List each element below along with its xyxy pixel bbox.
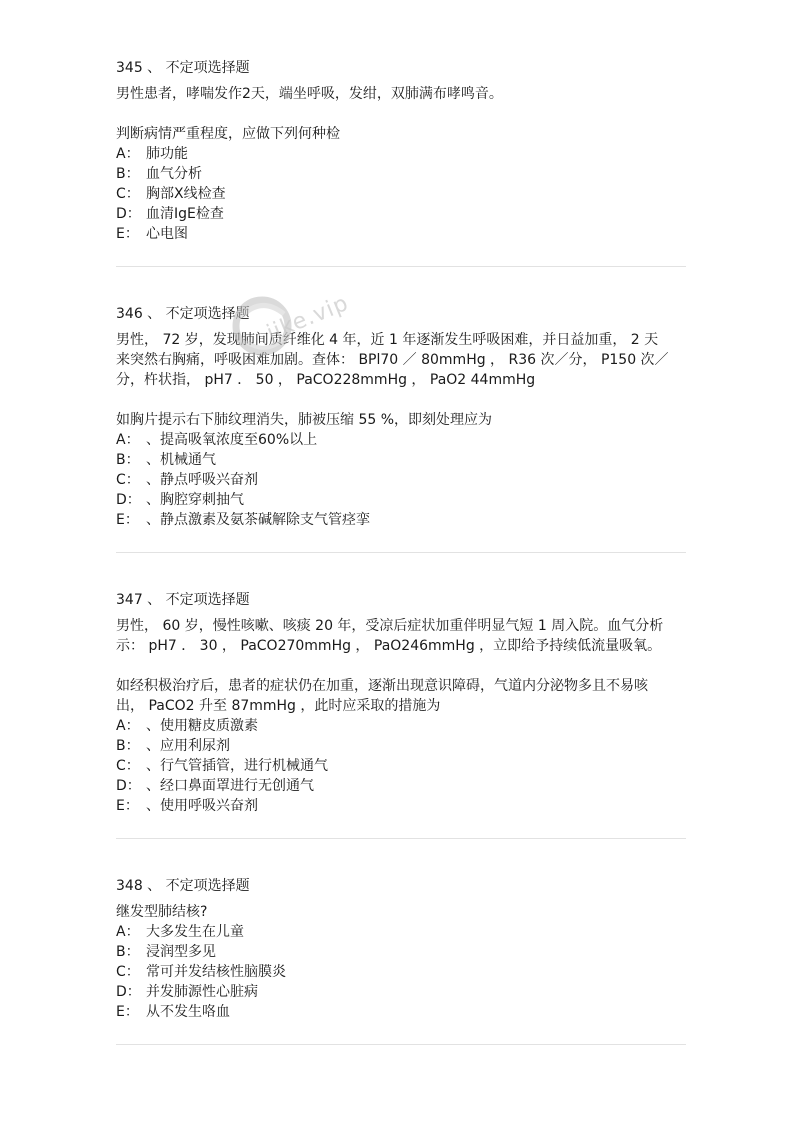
option-c[interactable] bbox=[116, 470, 686, 490]
option-c[interactable] bbox=[116, 756, 686, 776]
option-letter: A： bbox=[116, 432, 140, 448]
option-letter: C： bbox=[116, 758, 140, 774]
question-stem: 示： pH7 ． 30 ， PaCO270mmHg ， PaO246mmHg ，立即给予持续低流量吸氧。 bbox=[116, 638, 662, 654]
option-a[interactable] bbox=[116, 430, 686, 450]
option-text: 、应用利尿剂 bbox=[146, 738, 230, 754]
question-347 bbox=[116, 590, 686, 816]
option-b[interactable] bbox=[116, 942, 686, 962]
option-text: 肺功能 bbox=[146, 146, 188, 162]
question-346 bbox=[116, 304, 686, 530]
option-letter: C： bbox=[116, 472, 140, 488]
question-stem: 男性， 72 岁，发现肺间质纤维化 4 年，近 1 年逐渐发生呼吸困难，并日益加重， 2 天 bbox=[116, 332, 659, 348]
option-letter: D： bbox=[116, 984, 141, 1000]
option-text: 、使用糖皮质激素 bbox=[146, 718, 258, 734]
question-header: 347 、 不定项选择题 bbox=[116, 592, 250, 608]
option-letter: B： bbox=[116, 166, 140, 182]
question-divider bbox=[116, 552, 686, 553]
question-348 bbox=[116, 876, 686, 1022]
option-b[interactable] bbox=[116, 164, 686, 184]
option-text: 、经口鼻面罩进行无创通气 bbox=[146, 778, 314, 794]
option-letter: D： bbox=[116, 492, 141, 508]
option-e[interactable] bbox=[116, 1002, 686, 1022]
question-prompt: 如经积极治疗后，患者的症状仍在加重，逐渐出现意识障碍，气道内分泌物多且不易咳 bbox=[116, 678, 648, 694]
option-b[interactable] bbox=[116, 450, 686, 470]
question-header: 348 、 不定项选择题 bbox=[116, 878, 250, 894]
option-letter: A： bbox=[116, 924, 140, 940]
option-letter: C： bbox=[116, 186, 140, 202]
option-text: 常可并发结核性脑膜炎 bbox=[146, 964, 286, 980]
question-divider bbox=[116, 838, 686, 839]
option-letter: E： bbox=[116, 226, 139, 242]
spacer bbox=[116, 390, 686, 410]
option-d[interactable] bbox=[116, 982, 686, 1002]
question-header: 346 、 不定项选择题 bbox=[116, 306, 250, 322]
option-text: 、行气管插管，进行机械通气 bbox=[146, 758, 328, 774]
option-d[interactable] bbox=[116, 490, 686, 510]
option-letter: B： bbox=[116, 452, 140, 468]
option-c[interactable] bbox=[116, 962, 686, 982]
option-letter: A： bbox=[116, 718, 140, 734]
option-d[interactable] bbox=[116, 204, 686, 224]
option-e[interactable] bbox=[116, 796, 686, 816]
option-d[interactable] bbox=[116, 776, 686, 796]
spacer bbox=[116, 656, 686, 676]
option-text: 大多发生在儿童 bbox=[146, 924, 244, 940]
option-letter: D： bbox=[116, 778, 141, 794]
option-c[interactable] bbox=[116, 184, 686, 204]
option-text: 血清IgE检查 bbox=[146, 206, 224, 222]
option-letter: E： bbox=[116, 1004, 139, 1020]
option-letter: E： bbox=[116, 512, 139, 528]
option-letter: E： bbox=[116, 798, 139, 814]
option-text: 、使用呼吸兴奋剂 bbox=[146, 798, 258, 814]
option-letter: B： bbox=[116, 944, 140, 960]
question-345 bbox=[116, 58, 686, 244]
option-text: 、静点激素及氨茶碱解除支气管痉挛 bbox=[146, 512, 370, 528]
option-e[interactable] bbox=[116, 510, 686, 530]
option-a[interactable] bbox=[116, 922, 686, 942]
option-letter: B： bbox=[116, 738, 140, 754]
option-a[interactable] bbox=[116, 144, 686, 164]
question-stem: 男性患者，哮喘发作2天，端坐呼吸，发绀，双肺满布哮鸣音。 bbox=[116, 86, 503, 102]
question-stem: 来突然右胸痛，呼吸困难加剧。查体： BPl70 ／ 80mmHg ， R36 次／分， P150 次／ bbox=[116, 352, 669, 368]
question-stem: 男性， 60 岁，慢性咳嗽、咳痰 20 年，受凉后症状加重伴明显气短 1 周入院。血气分析 bbox=[116, 618, 664, 634]
question-list bbox=[116, 58, 686, 1045]
question-prompt: 如胸片提示右下肺纹理消失，肺被压缩 55 %，即刻处理应为 bbox=[116, 412, 493, 428]
option-text: 、机械通气 bbox=[146, 452, 216, 468]
option-letter: C： bbox=[116, 964, 140, 980]
option-text: 并发肺源性心脏病 bbox=[146, 984, 258, 1000]
option-letter: D： bbox=[116, 206, 141, 222]
option-e[interactable] bbox=[116, 224, 686, 244]
question-divider bbox=[116, 266, 686, 267]
question-header: 345 、 不定项选择题 bbox=[116, 60, 250, 76]
option-text: 心电图 bbox=[146, 226, 188, 242]
option-text: 胸部X线检查 bbox=[146, 186, 226, 202]
option-a[interactable] bbox=[116, 716, 686, 736]
option-text: 、提高吸氧浓度至60%以上 bbox=[146, 432, 318, 448]
option-text: 、胸腔穿刺抽气 bbox=[146, 492, 244, 508]
spacer bbox=[116, 104, 686, 124]
watermark-text: jike.vip bbox=[263, 290, 353, 347]
option-text: 浸润型多见 bbox=[146, 944, 216, 960]
question-stem: 分，杵状指， pH7 ． 50 ， PaCO228mmHg ， PaO2 44mmHg bbox=[116, 372, 536, 388]
question-stem: 继发型肺结核? bbox=[116, 904, 208, 920]
option-text: 从不发生咯血 bbox=[146, 1004, 230, 1020]
option-b[interactable] bbox=[116, 736, 686, 756]
option-text: 血气分析 bbox=[146, 166, 202, 182]
question-prompt: 判断病情严重程度，应做下列何种检 bbox=[116, 126, 340, 142]
option-letter: A： bbox=[116, 146, 140, 162]
option-text: 、静点呼吸兴奋剂 bbox=[146, 472, 258, 488]
question-prompt: 出， PaCO2 升至 87mmHg ，此时应采取的措施为 bbox=[116, 698, 441, 714]
question-divider bbox=[116, 1044, 686, 1045]
